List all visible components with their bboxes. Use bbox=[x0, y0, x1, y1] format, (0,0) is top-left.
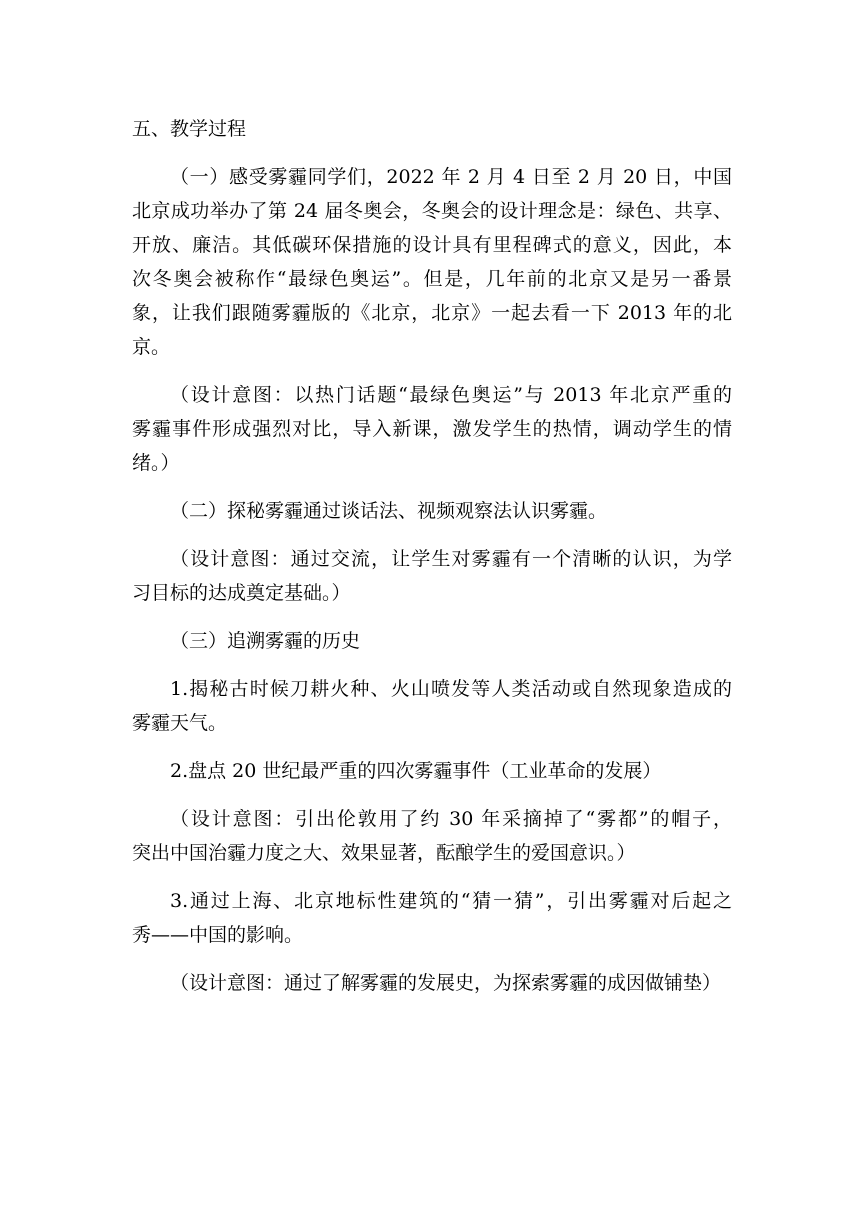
paragraph-intro bbox=[132, 160, 732, 364]
paragraph-gap bbox=[132, 610, 732, 624]
paragraph-design-intent-1 bbox=[132, 378, 732, 480]
document-body bbox=[132, 112, 732, 1000]
text-line: （设计意图：引出伦敦用了约 30 年采摘掉了“雾都”的帽子， bbox=[170, 808, 732, 830]
paragraph-gap bbox=[132, 658, 732, 672]
text-line: 次冬奥会被称作“最绿色奥运”。但是，几年前的北京又是另一番景 bbox=[132, 268, 732, 290]
text-line: 3.通过上海、北京地标性建筑的“猜一猜”，引出雾霾对后起之 bbox=[170, 890, 732, 912]
text-line: （设计意图：通过了解雾霾的发展史，为探索雾霾的成因做铺垫） bbox=[170, 972, 722, 994]
paragraph-explore-smog bbox=[132, 494, 732, 528]
paragraph-gap bbox=[132, 528, 732, 542]
text-line: 习目标的达成奠定基础。） bbox=[132, 582, 351, 604]
text-line: （设计意图：以热门话题“最绿色奥运”与 2013 年北京严重的 bbox=[170, 384, 732, 406]
text-line: 雾霾天气。 bbox=[132, 712, 228, 734]
text-line: 2.盘点 20 世纪最严重的四次雾霾事件（工业革命的发展） bbox=[170, 760, 662, 782]
text-line: （二）探秘雾霾通过谈话法、视频观察法认识雾霾。 bbox=[170, 500, 608, 522]
paragraph-item-2 bbox=[132, 754, 732, 788]
paragraph-gap bbox=[132, 480, 732, 494]
text-line: 绪。） bbox=[132, 452, 180, 474]
text-line: 突出中国治霾力度之大、效果显著，酝酿学生的爱国意识。） bbox=[132, 842, 636, 864]
paragraph-design-intent-4 bbox=[132, 966, 732, 1000]
text-line: （三）追溯雾霾的历史 bbox=[170, 630, 361, 652]
paragraph-trace-history bbox=[132, 624, 732, 658]
text-line: 京。 bbox=[132, 336, 171, 358]
paragraph-design-intent-3 bbox=[132, 802, 732, 870]
text-line: 象，让我们跟随雾霾版的《北京，北京》一起去看一下 2013 年的北 bbox=[132, 302, 732, 324]
paragraph-gap bbox=[132, 952, 732, 966]
text-line: 开放、廉洁。其低碳环保措施的设计具有里程碑式的意义，因此，本 bbox=[132, 234, 732, 256]
paragraph-design-intent-2 bbox=[132, 542, 732, 610]
text-line: （一）感受雾霾同学们，2022 年 2 月 4 日至 2 月 20 日，中国 bbox=[170, 166, 732, 188]
paragraph-item-3 bbox=[132, 884, 732, 952]
text-line: 1.揭秘古时候刀耕火种、火山喷发等人类活动或自然现象造成的 bbox=[170, 678, 732, 700]
text-line: 北京成功举办了第 24 届冬奥会，冬奥会的设计理念是：绿色、共享、 bbox=[132, 200, 732, 222]
paragraph-gap bbox=[132, 740, 732, 754]
paragraph-gap bbox=[132, 364, 732, 378]
paragraph-gap bbox=[132, 146, 732, 160]
text-line: 雾霾事件形成强烈对比，导入新课，激发学生的热情，调动学生的情 bbox=[132, 418, 732, 440]
paragraph-item-1 bbox=[132, 672, 732, 740]
section-heading: 五、教学过程 bbox=[132, 118, 247, 140]
text-line: 秀——中国的影响。 bbox=[132, 924, 304, 946]
paragraph-gap bbox=[132, 788, 732, 802]
paragraph-gap bbox=[132, 870, 732, 884]
text-line: （设计意图：通过交流，让学生对雾霾有一个清晰的认识，为学 bbox=[170, 548, 732, 570]
